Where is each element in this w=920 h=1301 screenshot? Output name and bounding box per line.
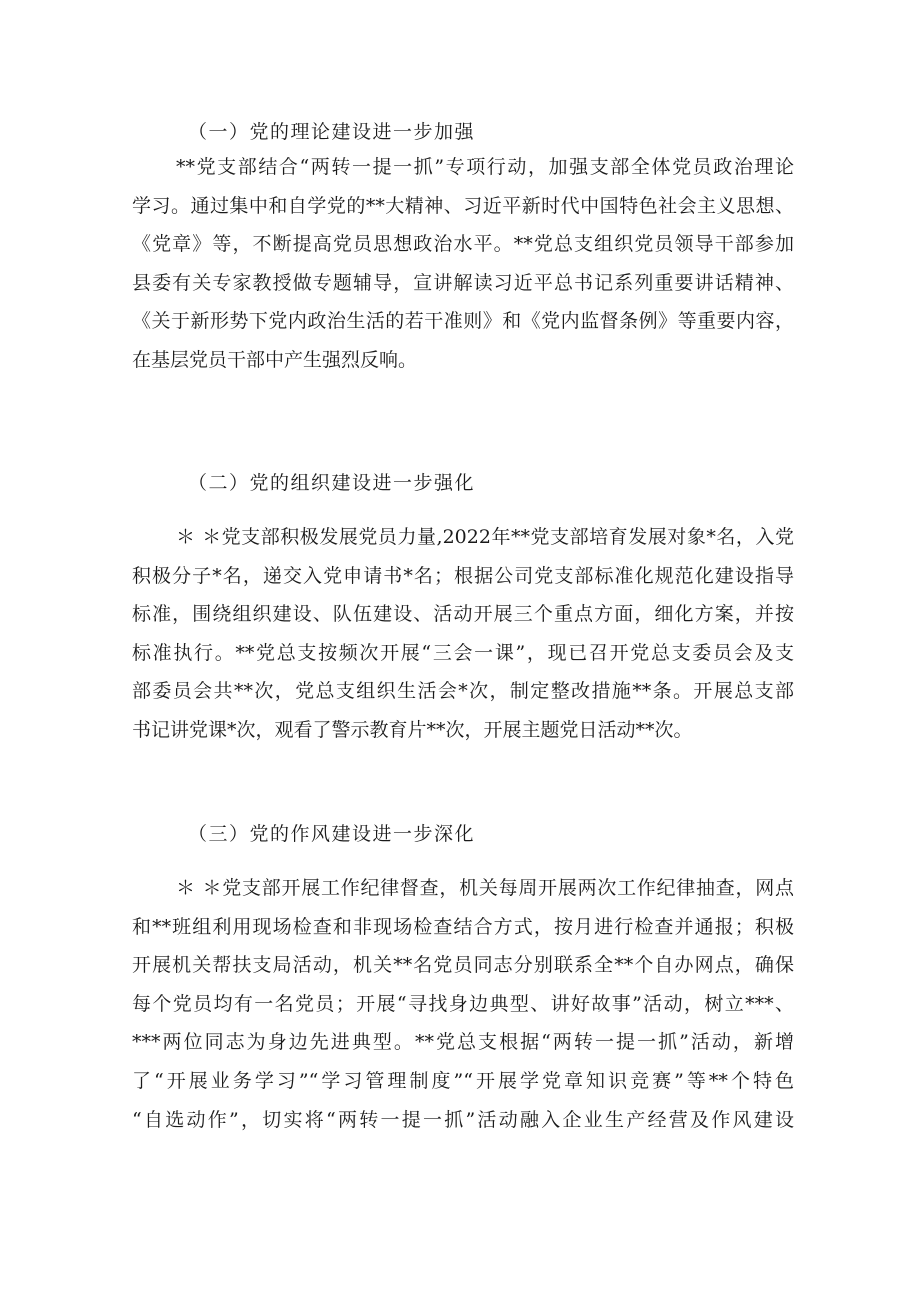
paragraph-line: 《关于新形势下党内政治生活的若干准则》和《党内监督条例》等重要内容， <box>132 310 794 333</box>
paragraph-line: 积极分子*名，递交入党申请书*名；根据公司党支部标准化规范化建设指导 <box>132 564 794 587</box>
paragraph-line: 和**班组利用现场检查和非现场检查结合方式，按月进行检查并通报；积极 <box>132 915 794 938</box>
paragraph-line: 县委有关专家教授做专题辅导，宣讲解读习近平总书记系列重要讲话精神、 <box>132 271 794 294</box>
section-heading-2: （二）党的组织建设进一步强化 <box>188 472 476 494</box>
section-paragraph-3 <box>132 869 794 1139</box>
paragraph-line: 《党章》等，不断提高党员思想政治水平。**党总支组织党员领导干部参加 <box>132 233 794 256</box>
paragraph-line: 书记讲党课*次，观看了警示教育片**次，开展主题党日活动**次。 <box>132 718 693 741</box>
paragraph-line: 每个党员均有一名党员；开展“寻找身边典型、讲好故事”活动，树立***、 <box>132 992 794 1015</box>
paragraph-line: ＊ ＊党支部积极发展党员力量,2022年**党支部培育发展对象*名，入党 <box>176 526 794 548</box>
paragraph-line: 了“开展业务学习”“学习管理制度”“开展学党章知识竞赛”等**个特色 <box>132 1069 794 1092</box>
paragraph-line: ＊ ＊党支部开展工作纪律督查，机关每周开展两次工作纪律抽查，网点 <box>176 877 794 899</box>
paragraph-line: **党支部结合“两转一提一抓”专项行动，加强支部全体党员政治理论 <box>176 156 794 178</box>
section-paragraph-2 <box>132 518 794 750</box>
section-heading-1: （一）党的理论建设进一步加强 <box>188 121 476 143</box>
paragraph-line: 学习。通过集中和自学党的**大精神、习近平新时代中国特色社会主义思想、 <box>132 194 794 217</box>
paragraph-line: 在基层党员干部中产生强烈反响。 <box>132 348 418 371</box>
paragraph-line: 标准执行。**党总支按频次开展“三会一课”，现已召开党总支委员会及支 <box>132 641 794 664</box>
paragraph-line: 开展机关帮扶支局活动，机关**名党员同志分别联系全**个自办网点，确保 <box>132 954 794 977</box>
paragraph-line: 标准，围绕组织建设、队伍建设、活动开展三个重点方面，细化方案，并按 <box>132 603 794 626</box>
paragraph-line: “自选动作”，切实将“两转一提一抓”活动融入企业生产经营及作风建设 <box>132 1108 794 1131</box>
section-paragraph-1 <box>132 148 794 380</box>
section-heading-3: （三）党的作风建设进一步深化 <box>188 823 476 845</box>
paragraph-line: 部委员会共**次，党总支组织生活会*次，制定整改措施**条。开展总支部 <box>132 680 794 703</box>
paragraph-line: ***两位同志为身边先进典型。**党总支根据“两转一提一抓”活动，新增 <box>132 1031 794 1054</box>
